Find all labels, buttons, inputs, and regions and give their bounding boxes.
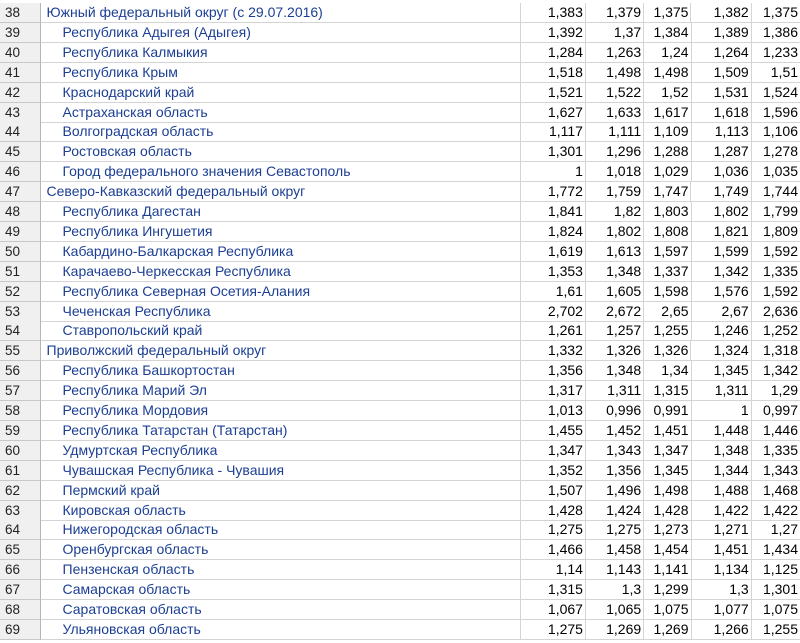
row-number[interactable]: 67	[0, 580, 41, 600]
region-name-cell[interactable]: Ульяновская область	[41, 620, 521, 640]
value-cell[interactable]: 1,772	[521, 182, 586, 202]
value-cell[interactable]: 1,428	[521, 501, 586, 521]
value-cell[interactable]: 1,301	[521, 142, 586, 162]
value-cell[interactable]: 1,342	[752, 361, 800, 381]
value-cell[interactable]: 1,318	[752, 341, 800, 361]
region-name-cell[interactable]: Чувашская Республика - Чувашия	[41, 461, 521, 481]
row-number[interactable]: 41	[0, 63, 41, 83]
value-cell[interactable]: 1,111	[586, 122, 644, 142]
value-cell[interactable]: 1,3	[692, 580, 752, 600]
value-cell[interactable]: 1,317	[521, 381, 586, 401]
table-row	[0, 481, 800, 501]
value-cell[interactable]: 1,424	[586, 501, 644, 521]
value-cell[interactable]: 1,035	[752, 162, 800, 182]
value-cell[interactable]: 1,255	[644, 321, 691, 341]
value-cell[interactable]: 1,448	[692, 421, 752, 441]
table-row	[0, 3, 800, 23]
table-row	[0, 262, 800, 282]
value-cell[interactable]: 1,018	[586, 162, 644, 182]
value-cell[interactable]: 1,627	[521, 103, 586, 123]
value-cell[interactable]: 1,125	[752, 560, 800, 580]
value-cell[interactable]: 1,233	[752, 43, 800, 63]
value-cell[interactable]: 1,077	[692, 600, 752, 620]
value-cell[interactable]: 1,809	[752, 222, 800, 242]
table-row	[0, 620, 800, 640]
value-cell[interactable]: 1,311	[586, 381, 644, 401]
value-cell[interactable]: 1,143	[586, 560, 644, 580]
region-name-cell[interactable]: Ростовская область	[41, 142, 521, 162]
value-cell[interactable]: 1,345	[692, 361, 752, 381]
table-row	[0, 540, 800, 560]
region-name-cell[interactable]: Приволжский федеральный округ	[41, 341, 521, 361]
value-cell[interactable]: 1,347	[644, 441, 691, 461]
row-number[interactable]: 48	[0, 202, 41, 222]
value-cell[interactable]: 1	[521, 162, 586, 182]
value-cell[interactable]: 1,342	[692, 262, 752, 282]
value-cell[interactable]: 1,27	[752, 520, 800, 540]
region-name-cell[interactable]: Саратовская область	[41, 600, 521, 620]
table-row	[0, 302, 800, 322]
value-cell[interactable]: 2,636	[752, 302, 800, 322]
value-cell[interactable]: 1,61	[521, 282, 586, 302]
region-name-cell[interactable]: Город федерального значения Севастополь	[41, 162, 521, 182]
value-cell[interactable]: 1,356	[521, 361, 586, 381]
value-cell[interactable]: 1,348	[586, 262, 644, 282]
row-number[interactable]: 61	[0, 461, 41, 481]
value-cell[interactable]: 1,246	[692, 321, 752, 341]
value-cell[interactable]: 1,288	[644, 142, 691, 162]
table-row	[0, 381, 800, 401]
value-cell[interactable]: 1,348	[692, 441, 752, 461]
row-number[interactable]: 44	[0, 122, 41, 142]
value-cell[interactable]: 1,315	[521, 580, 586, 600]
value-cell[interactable]: 1,324	[691, 341, 751, 361]
value-cell[interactable]: 1,3	[586, 580, 644, 600]
row-number[interactable]: 63	[0, 501, 41, 521]
value-cell[interactable]: 1,498	[644, 63, 691, 83]
value-cell[interactable]: 1,029	[644, 162, 691, 182]
value-cell[interactable]: 1,24	[644, 43, 691, 63]
table-row	[0, 501, 800, 521]
region-name-cell[interactable]: Республика Калмыкия	[41, 43, 521, 63]
value-cell[interactable]: 1,451	[692, 540, 752, 560]
value-cell[interactable]: 1,759	[586, 182, 644, 202]
value-cell[interactable]: 1,803	[644, 202, 691, 222]
value-cell[interactable]: 1,036	[692, 162, 752, 182]
value-cell[interactable]: 1,273	[644, 520, 691, 540]
region-name-cell[interactable]: Республика Дагестан	[41, 202, 521, 222]
value-cell[interactable]: 1,109	[644, 122, 691, 142]
value-cell[interactable]: 1,613	[586, 242, 644, 262]
region-name-cell[interactable]: Чеченская Республика	[41, 302, 521, 322]
row-number[interactable]: 38	[0, 3, 41, 23]
table-row	[0, 580, 800, 600]
value-cell[interactable]: 1,386	[752, 23, 800, 43]
value-cell[interactable]: 1	[692, 401, 752, 421]
value-cell[interactable]: 2,672	[586, 302, 644, 322]
value-cell[interactable]: 1,343	[752, 461, 800, 481]
value-cell[interactable]: 2,67	[692, 302, 752, 322]
region-name-cell[interactable]: Волгоградская область	[41, 122, 521, 142]
table-row	[0, 421, 800, 441]
region-name-cell[interactable]: Оренбургская область	[41, 540, 521, 560]
value-cell[interactable]: 1,141	[644, 560, 691, 580]
region-name-cell[interactable]: Республика Мордовия	[41, 401, 521, 421]
value-cell[interactable]: 2,65	[644, 302, 691, 322]
region-name-cell[interactable]: Нижегородская область	[41, 520, 521, 540]
value-cell[interactable]: 1,496	[586, 481, 644, 501]
value-cell[interactable]: 1,619	[521, 242, 586, 262]
row-number[interactable]: 45	[0, 142, 41, 162]
value-cell[interactable]: 1,451	[644, 421, 691, 441]
table-row	[0, 282, 800, 302]
value-cell[interactable]: 1,113	[692, 122, 752, 142]
value-cell[interactable]: 1,326	[644, 341, 691, 361]
value-cell[interactable]: 1,075	[752, 600, 800, 620]
region-name-cell[interactable]: Республика Башкортостан	[41, 361, 521, 381]
row-number[interactable]: 49	[0, 222, 41, 242]
value-cell[interactable]: 1,356	[586, 461, 644, 481]
value-cell[interactable]: 1,598	[644, 282, 691, 302]
value-cell[interactable]: 1,799	[752, 202, 800, 222]
value-cell[interactable]: 1,597	[644, 242, 691, 262]
region-name-cell[interactable]: Кировская область	[41, 501, 521, 521]
table-row	[0, 600, 800, 620]
row-number[interactable]: 68	[0, 600, 41, 620]
value-cell[interactable]: 1,488	[692, 481, 752, 501]
value-cell[interactable]: 1,257	[586, 321, 644, 341]
value-cell[interactable]: 1,518	[521, 63, 586, 83]
value-cell[interactable]: 1,592	[752, 242, 800, 262]
row-number[interactable]: 42	[0, 83, 41, 103]
value-cell[interactable]: 0,997	[752, 401, 800, 421]
value-cell[interactable]: 1,311	[692, 381, 752, 401]
value-cell[interactable]: 1,531	[692, 83, 752, 103]
value-cell[interactable]: 1,275	[521, 620, 586, 640]
row-number[interactable]: 51	[0, 262, 41, 282]
value-cell[interactable]: 1,375	[644, 3, 691, 23]
table-row	[0, 520, 800, 540]
value-cell[interactable]: 1,287	[692, 142, 752, 162]
region-name-cell[interactable]: Ставропольский край	[41, 321, 521, 341]
value-cell[interactable]: 1,452	[586, 421, 644, 441]
row-number[interactable]: 39	[0, 23, 41, 43]
row-number[interactable]: 55	[0, 341, 41, 361]
value-cell[interactable]: 1,301	[752, 580, 800, 600]
value-cell[interactable]: 1,34	[644, 361, 691, 381]
value-cell[interactable]: 1,633	[586, 103, 644, 123]
value-cell[interactable]: 1,337	[644, 262, 691, 282]
table-row	[0, 560, 800, 580]
row-number[interactable]: 40	[0, 43, 41, 63]
value-cell[interactable]: 1,392	[521, 23, 586, 43]
row-number[interactable]: 59	[0, 421, 41, 441]
value-cell[interactable]: 1,261	[521, 321, 586, 341]
value-cell[interactable]: 1,455	[521, 421, 586, 441]
table-row	[0, 321, 800, 341]
value-cell[interactable]: 1,618	[692, 103, 752, 123]
row-number[interactable]: 50	[0, 242, 41, 262]
row-number[interactable]: 54	[0, 321, 41, 341]
value-cell[interactable]: 1,52	[644, 83, 691, 103]
value-cell[interactable]: 1,252	[752, 321, 800, 341]
row-number[interactable]: 52	[0, 282, 41, 302]
value-cell[interactable]: 1,134	[692, 560, 752, 580]
value-cell[interactable]: 1,067	[521, 600, 586, 620]
table-row	[0, 361, 800, 381]
region-name-cell[interactable]: Южный федеральный округ (с 29.07.2016)	[41, 3, 521, 23]
region-name-cell[interactable]: Карачаево-Черкесская Республика	[41, 262, 521, 282]
value-cell[interactable]: 0,996	[586, 401, 644, 421]
value-cell[interactable]: 1,299	[644, 580, 691, 600]
value-cell[interactable]: 1,747	[644, 182, 691, 202]
value-cell[interactable]: 1,509	[692, 63, 752, 83]
region-name-cell[interactable]: Удмуртская Республика	[41, 441, 521, 461]
value-cell[interactable]: 1,466	[521, 540, 586, 560]
value-cell[interactable]: 1,013	[521, 401, 586, 421]
value-cell[interactable]: 1,266	[692, 620, 752, 640]
value-cell[interactable]: 1,458	[586, 540, 644, 560]
value-cell[interactable]: 1,375	[752, 3, 800, 23]
table-row	[0, 63, 800, 83]
table-row	[0, 441, 800, 461]
value-cell[interactable]: 1,802	[586, 222, 644, 242]
value-cell[interactable]: 1,335	[752, 262, 800, 282]
value-cell[interactable]: 1,269	[644, 620, 691, 640]
region-name-cell[interactable]: Республика Ингушетия	[41, 222, 521, 242]
value-cell[interactable]: 1,744	[752, 182, 800, 202]
value-cell[interactable]: 1,454	[644, 540, 691, 560]
value-cell[interactable]: 1,269	[586, 620, 644, 640]
value-cell[interactable]: 1,749	[691, 182, 751, 202]
value-cell[interactable]: 1,255	[752, 620, 800, 640]
value-cell[interactable]: 1,315	[644, 381, 691, 401]
value-cell[interactable]: 1,263	[586, 43, 644, 63]
value-cell[interactable]: 1,347	[521, 441, 586, 461]
table-row	[0, 242, 800, 262]
value-cell[interactable]: 1,428	[644, 501, 691, 521]
region-name-cell[interactable]: Республика Северная Осетия-Алания	[41, 282, 521, 302]
row-number[interactable]: 58	[0, 401, 41, 421]
row-number[interactable]: 64	[0, 520, 41, 540]
table-row	[0, 222, 800, 242]
value-cell[interactable]: 1,352	[521, 461, 586, 481]
region-name-cell[interactable]: Республика Адыгея (Адыгея)	[41, 23, 521, 43]
row-number[interactable]: 43	[0, 103, 41, 123]
value-cell[interactable]: 1,446	[752, 421, 800, 441]
region-name-cell[interactable]: Кабардино-Балкарская Республика	[41, 242, 521, 262]
table-row	[0, 401, 800, 421]
region-name-cell[interactable]: Пермский край	[41, 481, 521, 501]
row-number[interactable]: 62	[0, 481, 41, 501]
value-cell[interactable]: 1,344	[692, 461, 752, 481]
value-cell[interactable]: 1,498	[644, 481, 691, 501]
value-cell[interactable]: 1,434	[752, 540, 800, 560]
table-row	[0, 103, 800, 123]
value-cell[interactable]: 1,824	[521, 222, 586, 242]
value-cell[interactable]: 1,326	[586, 341, 644, 361]
value-cell[interactable]: 1,345	[644, 461, 691, 481]
region-name-cell[interactable]: Республика Марий Эл	[41, 381, 521, 401]
value-cell[interactable]: 1,841	[521, 202, 586, 222]
value-cell[interactable]: 1,808	[644, 222, 691, 242]
row-number[interactable]: 57	[0, 381, 41, 401]
value-cell[interactable]: 1,106	[752, 122, 800, 142]
value-cell[interactable]: 1,802	[692, 202, 752, 222]
value-cell[interactable]: 1,524	[752, 83, 800, 103]
value-cell[interactable]: 1,14	[521, 560, 586, 580]
value-cell[interactable]: 1,296	[586, 142, 644, 162]
value-cell[interactable]: 1,384	[644, 23, 691, 43]
row-number[interactable]: 47	[0, 182, 41, 202]
row-number[interactable]: 46	[0, 162, 41, 182]
table-row	[0, 43, 800, 63]
row-number[interactable]: 56	[0, 361, 41, 381]
value-cell[interactable]: 1,379	[586, 3, 644, 23]
region-name-cell[interactable]: Краснодарский край	[41, 83, 521, 103]
value-cell[interactable]: 1,617	[644, 103, 691, 123]
table-row	[0, 182, 800, 202]
value-cell[interactable]: 1,332	[521, 341, 586, 361]
region-name-cell[interactable]: Астраханская область	[41, 103, 521, 123]
value-cell[interactable]: 1,422	[752, 501, 800, 521]
value-cell[interactable]: 1,335	[752, 441, 800, 461]
value-cell[interactable]: 1,075	[644, 600, 691, 620]
value-cell[interactable]: 1,498	[586, 63, 644, 83]
value-cell[interactable]: 1,065	[586, 600, 644, 620]
value-cell[interactable]: 1,275	[586, 520, 644, 540]
value-cell[interactable]: 1,51	[752, 63, 800, 83]
value-cell[interactable]: 1,284	[521, 43, 586, 63]
value-cell[interactable]: 1,275	[521, 520, 586, 540]
value-cell[interactable]: 1,576	[692, 282, 752, 302]
value-cell[interactable]: 0,991	[644, 401, 691, 421]
value-cell[interactable]: 1,353	[521, 262, 586, 282]
value-cell[interactable]: 1,507	[521, 481, 586, 501]
value-cell[interactable]: 1,382	[691, 3, 751, 23]
value-cell[interactable]: 1,343	[586, 441, 644, 461]
row-number[interactable]: 65	[0, 540, 41, 560]
region-name-cell[interactable]: Республика Татарстан (Татарстан)	[41, 421, 521, 441]
value-cell[interactable]: 1,37	[586, 23, 644, 43]
region-name-cell[interactable]: Пензенская область	[41, 560, 521, 580]
region-name-cell[interactable]: Северо-Кавказский федеральный округ	[41, 182, 521, 202]
value-cell[interactable]: 1,422	[692, 501, 752, 521]
value-cell[interactable]: 1,82	[586, 202, 644, 222]
table-row	[0, 202, 800, 222]
value-cell[interactable]: 1,29	[752, 381, 800, 401]
row-number[interactable]: 66	[0, 560, 41, 580]
value-cell[interactable]: 1,271	[692, 520, 752, 540]
region-name-cell[interactable]: Самарская область	[41, 580, 521, 600]
value-cell[interactable]: 1,592	[752, 282, 800, 302]
table-row	[0, 122, 800, 142]
row-number[interactable]: 53	[0, 302, 41, 322]
value-cell[interactable]: 1,264	[692, 43, 752, 63]
table-row	[0, 461, 800, 481]
value-cell[interactable]: 2,702	[521, 302, 586, 322]
table-row	[0, 162, 800, 182]
value-cell[interactable]: 1,383	[521, 3, 586, 23]
value-cell[interactable]: 1,521	[521, 83, 586, 103]
table-row	[0, 142, 800, 162]
row-number[interactable]: 60	[0, 441, 41, 461]
value-cell[interactable]: 1,605	[586, 282, 644, 302]
value-cell[interactable]: 1,348	[586, 361, 644, 381]
value-cell[interactable]: 1,278	[752, 142, 800, 162]
table-row	[0, 83, 800, 103]
value-cell[interactable]: 1,117	[521, 122, 586, 142]
value-cell[interactable]: 1,821	[692, 222, 752, 242]
table-row	[0, 341, 800, 361]
value-cell[interactable]: 1,599	[692, 242, 752, 262]
value-cell[interactable]: 1,468	[752, 481, 800, 501]
table-row	[0, 23, 800, 43]
row-number[interactable]: 69	[0, 620, 41, 640]
value-cell[interactable]: 1,389	[692, 23, 752, 43]
value-cell[interactable]: 1,522	[586, 83, 644, 103]
value-cell[interactable]: 1,596	[752, 103, 800, 123]
region-name-cell[interactable]: Республика Крым	[41, 63, 521, 83]
